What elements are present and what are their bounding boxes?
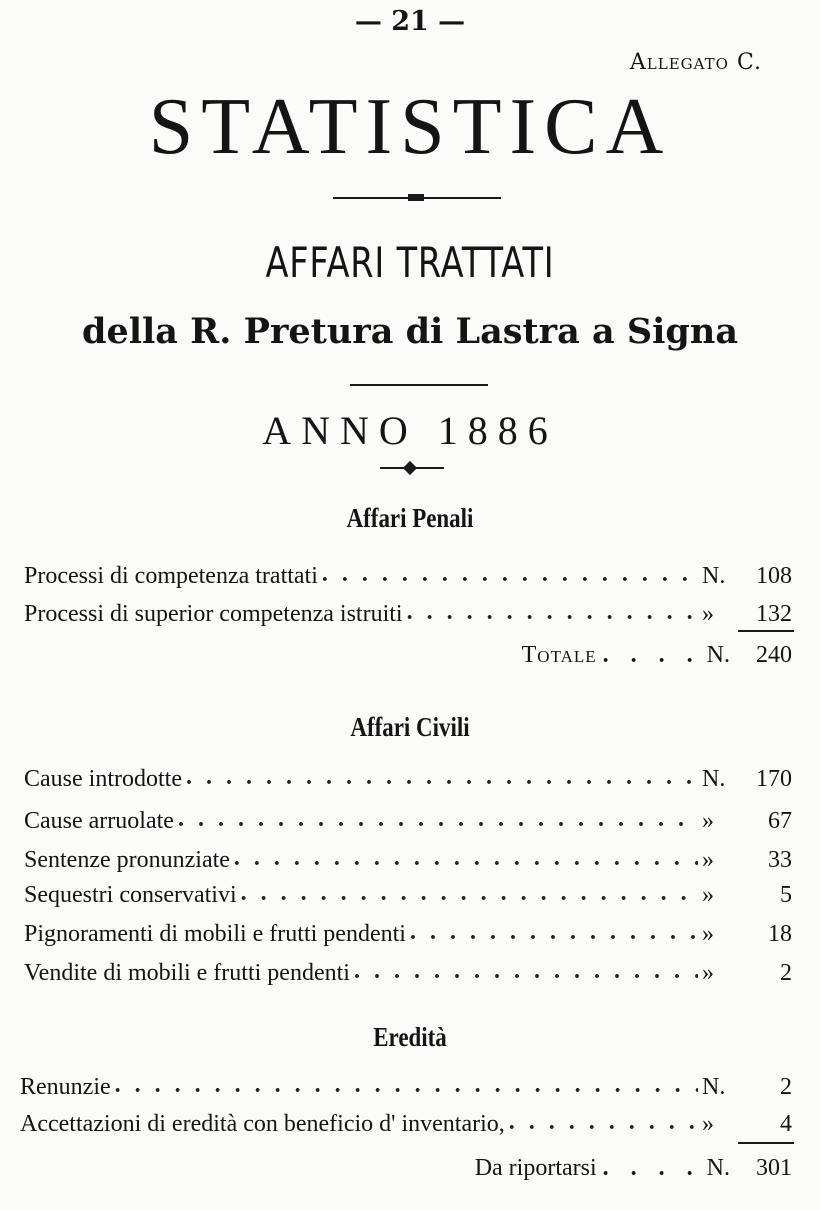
sum-rule: [738, 630, 794, 632]
section-title-penal: Affari Penali: [346, 503, 474, 533]
carry-forward-label: Da riportarsi: [474, 1155, 597, 1181]
page-number: — 21 —: [354, 6, 466, 37]
leader-dots: [115, 1072, 698, 1101]
row-marker: N.: [702, 766, 726, 792]
leader-dots: . . . .: [602, 642, 701, 668]
row-marker: »: [702, 847, 714, 873]
carry-forward-marker: N.: [706, 1155, 730, 1181]
row-marker: N.: [702, 563, 726, 589]
year-divider-ornament: [403, 461, 417, 475]
total-label: Totale: [521, 642, 597, 668]
row-value: 33: [768, 847, 792, 873]
row-label: Cause introdotte: [24, 766, 182, 792]
carry-forward-value: 301: [756, 1155, 792, 1181]
total-row: [522, 633, 792, 669]
row-value: 2: [780, 960, 792, 986]
row-value: 170: [756, 766, 792, 792]
row-label: Sentenze pronunziate: [24, 847, 230, 873]
table-row: [24, 912, 792, 948]
row-label: Processi di superior competenza istruiti: [24, 601, 403, 627]
table-row: [24, 592, 792, 628]
row-label: Sequestri conservativi: [24, 882, 237, 908]
carry-forward-row: [475, 1146, 792, 1182]
table-row: [24, 554, 792, 590]
table-row: [24, 838, 792, 874]
row-label: Renunzie: [20, 1074, 111, 1100]
row-marker: »: [702, 601, 714, 627]
row-value: 2: [780, 1074, 792, 1100]
total-value: 240: [756, 642, 792, 668]
row-marker: »: [702, 808, 714, 834]
divider-ornament: [408, 194, 424, 201]
table-row: [20, 1065, 792, 1101]
row-value: 18: [768, 921, 792, 947]
row-label: Cause arruolate: [24, 808, 174, 834]
table-row: [20, 1102, 792, 1138]
row-label: Processi di competenza trattati: [24, 563, 318, 589]
leader-dots: [186, 764, 698, 793]
row-marker: »: [702, 921, 714, 947]
leader-dots: [509, 1109, 698, 1138]
row-value: 5: [780, 882, 792, 908]
court-name: della R. Pretura di Lastra a Signa: [81, 311, 739, 352]
leader-dots: [241, 880, 698, 909]
court-divider: [350, 384, 488, 386]
leader-dots: [407, 599, 698, 628]
row-value: 67: [768, 808, 792, 834]
section-title-civil: Affari Civili: [350, 712, 470, 742]
row-label: Accettazioni di eredità con beneficio d' inventario,: [20, 1111, 505, 1137]
sum-rule: [738, 1142, 794, 1144]
leader-dots: [178, 806, 698, 835]
row-label: Pignoramenti di mobili e frutti pendenti: [24, 921, 406, 947]
table-row: [24, 951, 792, 987]
leader-dots: [410, 919, 698, 948]
leader-dots: [354, 958, 698, 987]
table-row: [24, 799, 792, 835]
row-value: 4: [780, 1111, 792, 1137]
row-marker: »: [702, 1111, 714, 1137]
page-title: STATISTICA: [148, 83, 672, 171]
row-value: 132: [756, 601, 792, 627]
row-marker: »: [702, 960, 714, 986]
year-heading: ANNO 1886: [262, 408, 558, 453]
attachment-label: Allegato C.: [629, 50, 762, 75]
table-row: [24, 757, 792, 793]
leader-dots: [322, 561, 698, 590]
table-row: [24, 873, 792, 909]
row-marker: »: [702, 882, 714, 908]
section-title-inheritance: Eredità: [373, 1022, 447, 1052]
leader-dots: [234, 845, 698, 874]
total-marker: N.: [706, 642, 730, 668]
row-label: Vendite di mobili e frutti pendenti: [24, 960, 350, 986]
row-value: 108: [756, 563, 792, 589]
row-marker: N.: [702, 1074, 726, 1100]
document-subtitle: AFFARI TRATTATI: [265, 238, 555, 287]
leader-dots: . . . .: [602, 1155, 701, 1181]
